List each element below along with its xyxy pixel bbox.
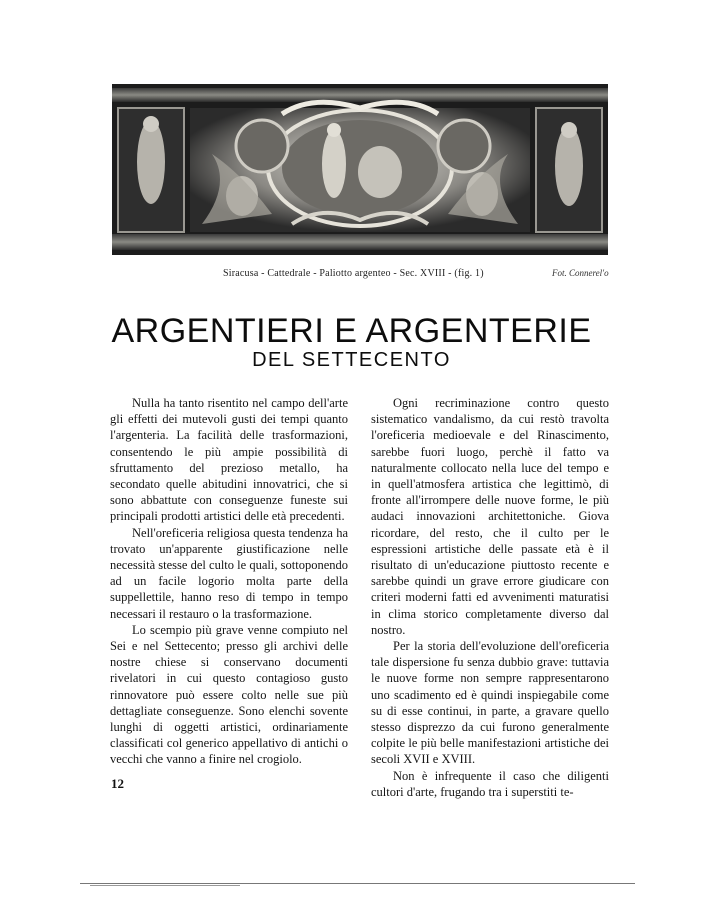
paragraph: Lo scempio più grave venne compiuto nel Sei e nel Settecento; presso gli archivi delle nostre chiese si conservano documenti rivelatori in cui questo contagioso gusto rinnovatore può essere colto nelle sue più dettagliate conseguenze. Sono elenchi sovente lunghi di oggetti artistici, ordinariamente classificati col generico appellativo di antichi o vecchi che vanno a finire nel crogiolo. (110, 622, 348, 767)
paragraph: Ogni recriminazione contro questo sistematico vandalismo, da cui restò travolta l'oreficeria medioevale e del Rinascimento, sarebbe fuori luogo, perchè il fatto va naturalmente collocato nella luce del tempo e in quell'atmosfera artistica che legittimò, di fronte all'irrompere delle nuove forme, le più audaci innovazioni architettoniche. Giova ricordare, del resto, che il culto per le espressioni artistiche delle passate età è il risultato di un'educazione piuttosto recente e sarebbe quindi un grave errore giudicare con criteri moderni fatti ed avvenimenti maturatisi in clima storico completamente diverso dal nostro. (371, 396, 609, 637)
photo-caption: Siracusa - Cattedrale - Paliotto argenteo - Sec. XVIII - (fig. 1) (223, 268, 484, 279)
paragraph: Per la storia dell'evoluzione dell'oreficeria tale dispersione fu senza dubbio grave: tuttavia le nuove forme non sempre rappresentarono uno scadimento ed è quindi inspiegabile come su di esse continui, in parte, a gravare quello stesso disprezzo da cui furono generalmente colpite le più belle manifestazioni artistiche dei secoli XVII e XVIII. (371, 639, 609, 767)
altar-frontal-illustration (112, 84, 608, 255)
bottom-rule-short (90, 885, 240, 886)
altar-frontal-photo (112, 84, 608, 255)
paragraph: Nulla ha tanto risentito nel campo dell'arte gli effetti dei mutevoli gusti dei tempi quanto l'argenteria. La facilità delle trasformazioni, consentendo le più ampie possibilità di sfruttamento del prezioso metallo, ha secondato quelle abitudini innovatrici, che si sono abbattute con conseguenze funeste sui principali prodotti artistici delle età precedenti. (110, 396, 348, 524)
left-column (110, 395, 348, 768)
article-title: ARGENTIERI E ARGENTERIE (111, 312, 592, 350)
right-column (371, 395, 609, 800)
paragraph: Non è infrequente il caso che diligenti cultori d'arte, frugando tra i superstiti te- (371, 768, 609, 799)
bottom-rule (80, 883, 635, 884)
paragraph: Nell'oreficeria religiosa questa tendenza ha trovato un'apparente giustificazione nelle necessità stesse del culto le quali, sottoponendo ad un facile logorio molta parte della suppellettile, hanno reso di tempo in tempo necessari il restauro o la trasformazione. (110, 525, 348, 621)
photo-credit: Fot. Connerel'o (552, 268, 609, 278)
page-number: 12 (111, 776, 124, 791)
article-subtitle: DEL SETTECENTO (252, 349, 451, 371)
